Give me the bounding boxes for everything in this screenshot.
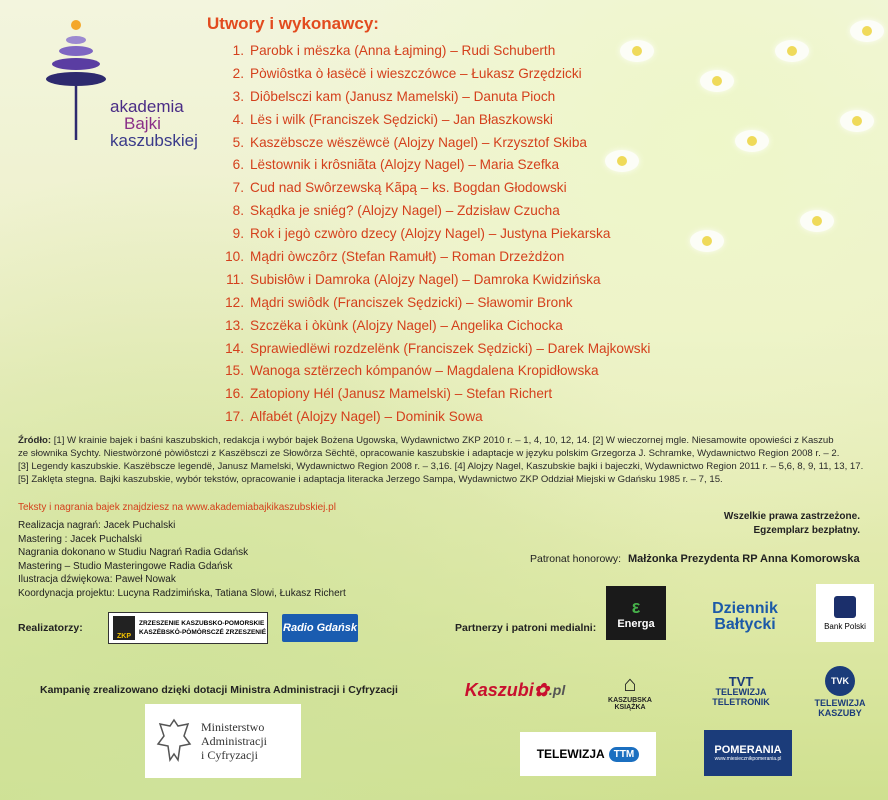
track-title: Wanoga sztërzech kómpanów – Magdalena Kropidłowska	[250, 363, 599, 379]
track-number: 10.	[225, 249, 244, 265]
track-title: Diôbelsczi kam (Janusz Mamelski) – Danuta Pioch	[250, 88, 556, 104]
track-title: Skądka je sniég? (Alojzy Nagel) – Zdzisław Czucha	[250, 203, 560, 219]
track-number: 14.	[225, 340, 244, 356]
track-title: Kaszëbscze wëszëwcë (Alojzy Nagel) – Krzysztof Skiba	[250, 134, 587, 150]
kaszubi-text: Kaszubi	[464, 679, 534, 700]
tvk-logo	[800, 662, 880, 722]
bank-text: Bank Polski	[824, 621, 866, 631]
source-notes	[18, 434, 868, 486]
track-title: Szczëka i òkùnk (Alojzy Nagel) – Angelika Cichocka	[250, 317, 563, 333]
dziennik-line: Bałtycki	[714, 616, 776, 633]
tvt-line: TELEWIZJA	[715, 687, 767, 697]
radio-gdansk-logo: Radio Gdańsk	[282, 614, 358, 642]
tvt-line: TELETRONIK	[712, 697, 770, 707]
track-title: Parobk i mëszka (Anna Łajming) – Rudi Schuberth	[250, 43, 556, 58]
ksiazka-line: KASZUBSKA	[608, 697, 652, 704]
track-item	[217, 86, 650, 109]
logo-line-1: akademia	[110, 97, 184, 116]
credit-line: Realizacja nagrań: Jacek Puchalski	[18, 520, 176, 531]
track-number: 11.	[226, 271, 244, 287]
track-title: Rok i jegò czwòro dzecy (Alojzy Nagel) – Justyna Piekarska	[250, 226, 611, 242]
track-title: Sprawiedlëwi rozdzelënk (Franciszek Sędzicki) – Darek Majkowski	[250, 340, 651, 356]
ministry-line: i Cyfryzacji	[201, 748, 258, 762]
track-item	[217, 338, 650, 361]
track-item	[217, 109, 650, 132]
pomerania-url: www.miesiecznikpomerania.pl	[714, 756, 782, 762]
telewizja-ttm-logo	[520, 732, 656, 776]
energa-text: Energa	[617, 617, 655, 630]
track-item	[217, 177, 650, 200]
energa-logo	[606, 586, 666, 640]
rights-notice	[724, 510, 860, 538]
stacked-stones-icon	[40, 18, 120, 148]
zkp-logo	[108, 612, 268, 644]
ttm-mark: TTM	[609, 747, 640, 762]
track-number: 4.	[232, 111, 244, 127]
track-item	[217, 40, 650, 63]
track-number: 1.	[232, 43, 244, 58]
tvt-mark: TVT	[728, 674, 754, 689]
track-item	[217, 63, 650, 86]
track-number: 6.	[232, 157, 244, 173]
track-number: 17.	[225, 409, 244, 425]
track-item	[217, 223, 650, 246]
track-item	[217, 406, 650, 429]
partners-label: Partnerzy i patroni medialni:	[455, 622, 597, 634]
tvk-mark: TVK	[825, 666, 855, 696]
pomerania-text: POMERANIA	[714, 744, 782, 756]
kampania-text: Kampanię zrealizowano dzięki dotacji Ministra Administracji i Cyfryzacji	[40, 684, 398, 696]
track-item	[217, 246, 650, 269]
track-number: 8.	[232, 203, 244, 219]
kaszubska-ksiazka-logo	[596, 662, 664, 720]
tvk-line: KASZUBY	[818, 708, 862, 718]
patronat	[530, 553, 860, 565]
track-title: Mądri swiôdk (Franciszek Sędzicki) – Sławomir Bronk	[250, 294, 573, 310]
ksiazka-line: KSIĄŻKA	[614, 704, 646, 711]
patronat-value: Małżonka Prezydenta RP Anna Komorowska	[627, 553, 860, 565]
track-title: Mądri òwczôrz (Stefan Ramułt) – Roman Drzeżdżon	[250, 249, 565, 265]
track-item	[217, 269, 650, 292]
ministry-logo	[145, 704, 301, 778]
logo-line-3: kaszubskiej	[110, 131, 198, 150]
source-line-3: [3] Legendy kaszubskie. Kaszëbscze legendë, Janusz Mamelski, Wydawnictwo Region 2008 r. – 3,16. [4] Alojzy Nagel, Kaszubskie bajki i bajeczki, Wydawnictwo Region 2011 r. – 5,6, 8, 9, 11, 13, 17.	[18, 461, 864, 472]
rights-line: Wszelkie prawa zastrzeżone.	[723, 511, 860, 522]
kaszubi-pl: .pl	[548, 682, 566, 698]
pomerania-logo	[704, 730, 792, 776]
zkp-emblem-icon: ZKP	[113, 616, 135, 640]
credit-line: Koordynacja projektu: Lucyna Radzimińska, Tatiana Slowi, Łukasz Richert	[18, 587, 346, 599]
source-label: Źródło:	[18, 435, 52, 446]
track-title: Subisłôw i Damroka (Alojzy Nagel) – Damroka Kwidzińska	[250, 271, 601, 287]
track-title: Zatopiony Hél (Janusz Mamelski) – Stefan Richert	[250, 386, 553, 402]
ministry-line: Administracji	[201, 734, 267, 748]
credit-line: Ilustracja dźwiękowa: Paweł Nowak	[18, 574, 176, 585]
credit-line: Nagrania dokonano w Studiu Nagrań Radia Gdańsk	[18, 547, 249, 558]
kaszubi-logo	[450, 676, 580, 704]
source-line-2: ze słownika Sychty. Niestwòrzoné pòwiôstczi z Kaszëbsczi ze Słowôrza Sëchtë, opracowanie kaszubskie i adaptacje w języku polskim Grzegorza J. Schramke, Wydawnictwo Region 2008 r. – 2.	[18, 448, 840, 459]
track-number: 5.	[232, 134, 244, 150]
track-item	[217, 360, 650, 383]
book-icon: ⌂	[623, 671, 637, 696]
tracklist	[217, 40, 650, 429]
track-number: 15.	[225, 363, 244, 379]
source-line-4: [5] Zaklęta stegna. Bajki kaszubskie, wybór tekstów, opracowanie i adaptacja literacka Jerzego Sampa, Wydawnictwo ZKP Oddział Miejski w Gdańsku 1985 r. – 7, 15.	[18, 474, 723, 485]
track-item	[217, 292, 650, 315]
track-item	[217, 383, 650, 406]
website-link[interactable]: Teksty i nagrania bajek znajdziesz na www.akademiabajkikaszubskiej.pl	[18, 502, 336, 513]
track-title: Lëstownik i krôsniãta (Alojzy Nagel) – Maria Szefka	[250, 157, 560, 173]
track-number: 3.	[232, 88, 244, 104]
realizatorzy-label: Realizatorzy:	[18, 622, 83, 634]
patronat-label: Patronat honorowy:	[530, 553, 622, 565]
pko-emblem-icon	[834, 596, 856, 618]
zkp-line: KASZËBSKÒ-PÒMÒRSCZÉ ZRZESZENIÉ	[139, 629, 267, 636]
credits	[18, 519, 346, 600]
track-title: Lës i wilk (Franciszek Sędzicki) – Jan Błaszkowski	[250, 111, 553, 127]
track-item	[217, 132, 650, 155]
track-number: 7.	[232, 180, 244, 196]
track-item	[217, 200, 650, 223]
track-title: Alfabét (Alojzy Nagel) – Dominik Sowa	[250, 409, 483, 425]
dziennik-line: Dziennik	[712, 600, 778, 617]
eagle-emblem-icon	[155, 716, 193, 766]
kaszubi-flower-icon: ✿	[533, 679, 549, 700]
akademia-logo	[40, 18, 220, 148]
ttm-text: TELEWIZJA	[536, 747, 605, 761]
track-number: 16.	[225, 386, 244, 402]
tvk-line: TELEWIZJA	[814, 698, 866, 708]
tvt-logo	[700, 668, 782, 716]
bank-polski-logo	[816, 584, 874, 642]
energa-icon: ε	[631, 596, 641, 617]
credit-line: Mastering : Jacek Puchalski	[18, 533, 142, 545]
logo-line-2: Bajki	[124, 114, 161, 133]
track-number: 9.	[232, 226, 244, 242]
track-title: Pòwiôstka ò łasëcë i wieszczówce – Łukasz Grzędzicki	[250, 65, 582, 81]
source-line-1: [1] W krainie bajek i baśni kaszubskich, redakcja i wybór bajek Bożena Ugowska, Wydawnictwo ZKP 2010 r. – 1, 4, 10, 12, 14. [2] W wieczornej mgle. Niesamowite opowieści z Kaszub	[53, 435, 834, 446]
credit-line: Mastering – Studio Masteringowe Radia Gdańsk	[18, 560, 233, 572]
dziennik-baltycki-logo	[695, 598, 795, 636]
zkp-line: ZRZESZENIE KASZUBSKO-POMORSKIE	[139, 620, 265, 627]
rights-line: Egzemplarz bezpłatny.	[753, 525, 860, 536]
track-number: 12.	[225, 294, 244, 310]
track-title: Cud nad Swôrzewską Kãpą – ks. Bogdan Głodowski	[250, 180, 567, 196]
ministry-line: Ministerstwo	[201, 720, 265, 734]
tracklist-heading: Utwory i wykonawcy:	[207, 14, 379, 33]
track-item	[217, 154, 650, 177]
track-item	[217, 315, 650, 338]
track-number: 13.	[225, 317, 244, 333]
track-number: 2.	[232, 65, 244, 81]
